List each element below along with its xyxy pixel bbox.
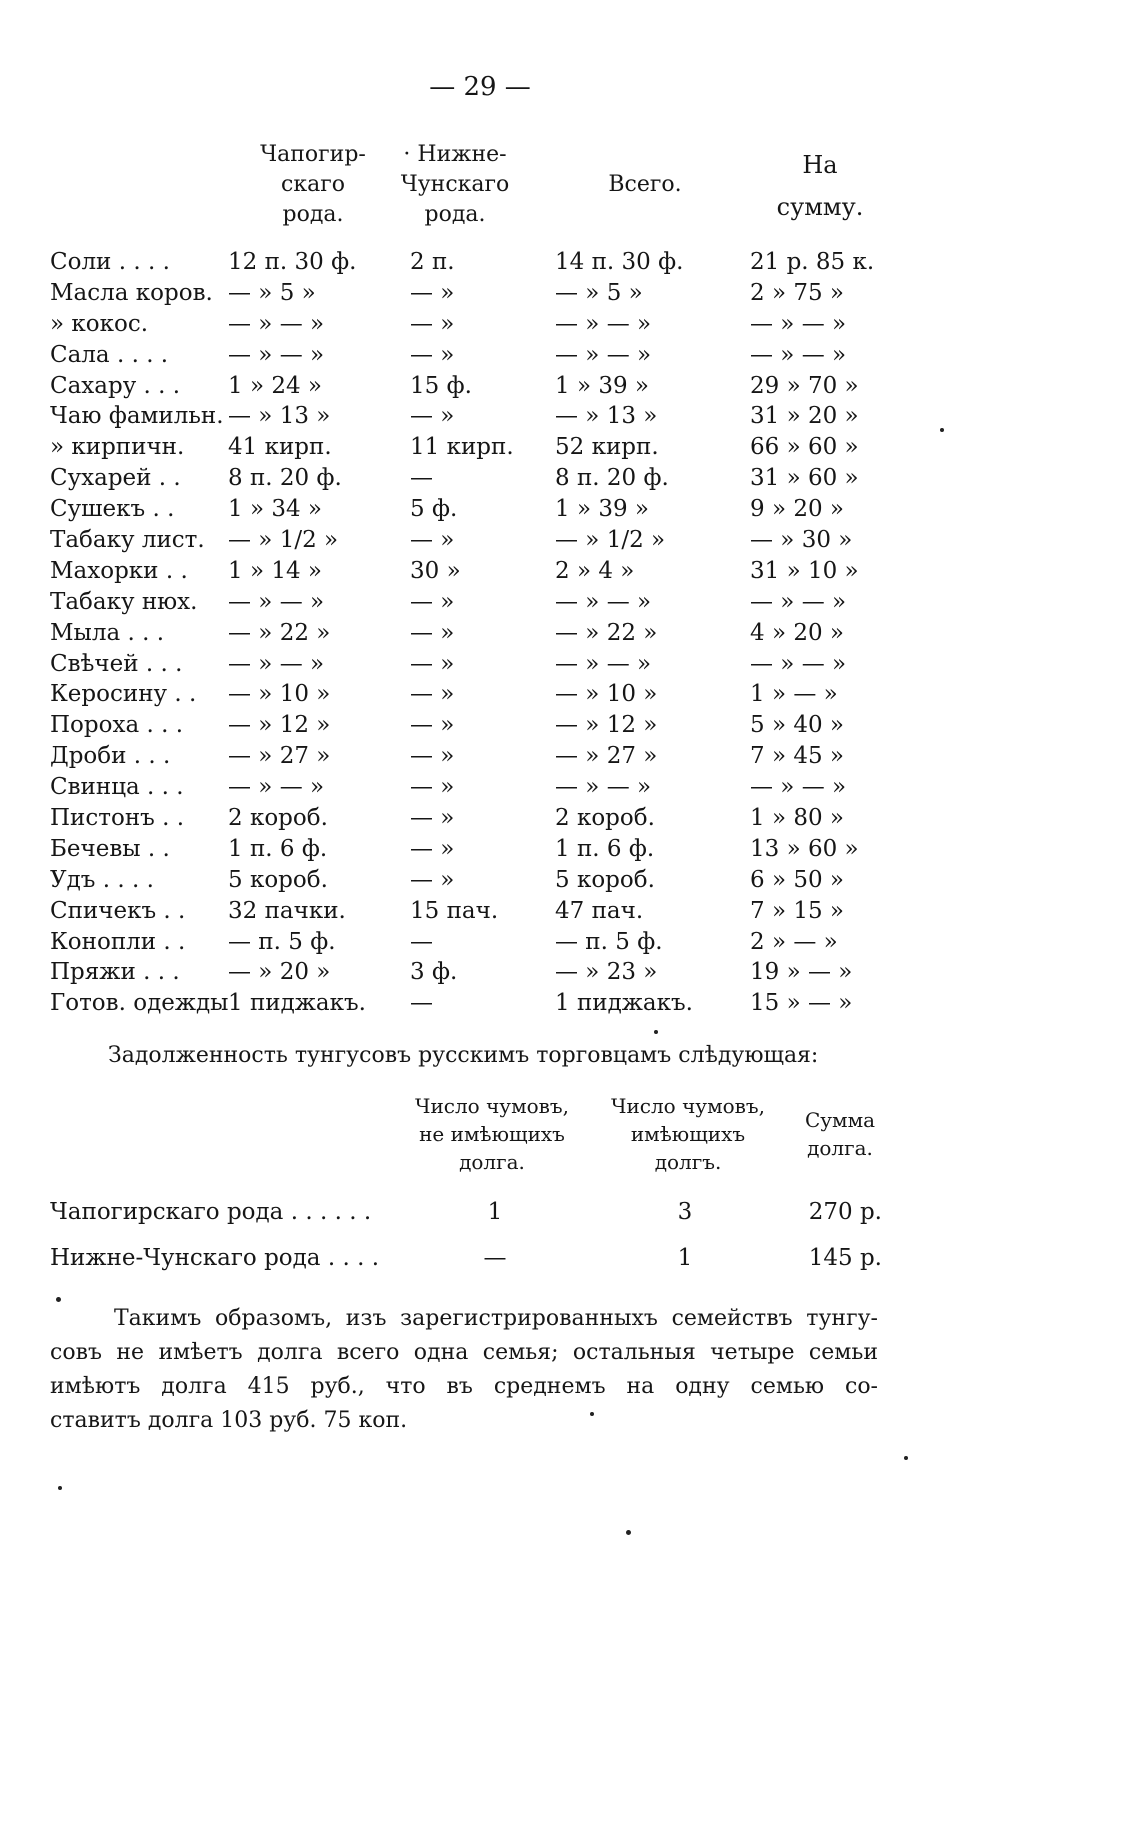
goods-row-nizhne-chunsk: 3 ф. [410,959,458,986]
paragraph-line: ставитъ долга 103 руб. 75 коп. [50,1408,408,1433]
page-number: — 29 — [429,72,531,102]
goods-row [0,309,960,340]
goods-row-name: Пистонъ . . [50,805,185,832]
debt-row-name: Нижне-Чунскаго рода . . . . [50,1245,380,1271]
goods-row-name: Табаку нюх. [50,588,198,615]
goods-row-chapogir: — » 5 » [228,279,316,306]
goods-row-chapogir: — » — » [228,650,325,677]
goods-row [0,371,960,402]
goods-row [0,772,960,803]
goods-row-sum: 4 » 20 » [750,619,844,646]
goods-row [0,247,960,278]
goods-row [0,896,960,927]
goods-row-name: Табаку лист. [50,527,205,554]
goods-row-chapogir: 8 п. 20 ф. [228,465,342,492]
column-header-no-debt: Число чумовъ, не имѣющихъ долга. [414,1094,570,1174]
print-speck [940,428,944,432]
goods-row-chapogir: 12 п. 30 ф. [228,249,357,275]
goods-row-sum: 13 » 60 » [750,835,859,862]
goods-row-nizhne-chunsk: — » [410,835,455,862]
goods-row-sum: 21 р. 85 к. [750,249,875,275]
goods-row-total: — » 13 » [555,403,658,430]
goods-row-chapogir: 1 п. 6 ф. [228,835,328,862]
goods-row-total: — » — » [555,310,652,337]
goods-row-sum: — » — » [750,588,847,615]
goods-row-total: 14 п. 30 ф. [555,249,684,275]
goods-row [0,679,960,710]
goods-row-total: 52 кирп. [555,434,659,461]
debt-row-sum: 270 р. [808,1199,882,1225]
goods-row-sum: 2 » 75 » [750,279,844,306]
goods-row-chapogir: 41 кирп. [228,434,332,461]
goods-row-chapogir: — » — » [228,310,325,337]
goods-row-sum: — » — » [750,774,847,801]
goods-row-nizhne-chunsk: — » [410,341,455,368]
goods-row-name: Чаю фамильн. [50,403,224,430]
print-speck [56,1297,61,1302]
goods-row-chapogir: — » 12 » [228,712,331,739]
goods-row [0,741,960,772]
goods-row-sum: 19 » — » [750,959,853,986]
debt-row-with-debt: 3 [677,1199,693,1225]
goods-row [0,834,960,865]
column-header-chapogir: Чапогир- скаго рода. [260,142,366,227]
goods-row-name: Конопли . . [50,928,186,955]
debt-row [0,1194,960,1230]
goods-row-chapogir: — » 1/2 » [228,527,339,554]
column-header-with-debt: Число чумовъ, имѣющихъ долгъ. [610,1094,766,1174]
goods-row-total: — » 27 » [555,743,658,770]
goods-row-total: 1 п. 6 ф. [555,835,655,862]
goods-row-total: 1 пиджакъ. [555,990,693,1017]
column-header-total: Всего. [608,172,682,197]
goods-table [0,247,960,1019]
goods-row [0,401,960,432]
goods-row-total: 2 короб. [555,805,655,832]
goods-row-nizhne-chunsk: — » [410,743,455,770]
goods-row-nizhne-chunsk: — » [410,650,455,677]
paragraph-line: Такимъ образомъ, изъ зарегистрированныхъ семействъ тунгу- [114,1306,878,1331]
goods-row-sum: 31 » 20 » [750,403,859,430]
goods-row-nizhne-chunsk: — » [410,588,455,615]
goods-row-name: Пороха . . . [50,712,184,739]
goods-row [0,525,960,556]
goods-row-nizhne-chunsk: — [410,465,433,492]
goods-row-nizhne-chunsk: 2 п. [410,249,455,275]
goods-row-name: Сахару . . . [50,372,181,399]
goods-row-name: Дроби . . . [50,743,171,770]
goods-row-total: — » — » [555,588,652,615]
goods-row-name: Бечевы . . [50,835,170,862]
goods-row-chapogir: — » — » [228,341,325,368]
goods-row-total: — » 23 » [555,959,658,986]
paragraph-line: имѣютъ долга 415 руб., что въ среднемъ на одну семью со- [50,1374,878,1399]
goods-row-total: — » 5 » [555,279,643,306]
goods-row [0,803,960,834]
goods-row-name: Сухарей . . [50,465,181,492]
goods-row-nizhne-chunsk: — » [410,403,455,430]
goods-row-sum: 31 » 10 » [750,557,859,584]
goods-row-nizhne-chunsk: — » [410,681,455,708]
goods-row-name: Удъ . . . . [50,866,154,893]
goods-row [0,618,960,649]
goods-row-total: — » 22 » [555,619,658,646]
goods-row-sum: — » 30 » [750,527,853,554]
goods-row-total: — » — » [555,774,652,801]
goods-row-name: Керосину . . [50,681,197,708]
goods-row-name: Пряжи . . . [50,959,180,986]
goods-row-nizhne-chunsk: — » [410,866,455,893]
goods-row-nizhne-chunsk: 30 » [410,557,461,584]
goods-row-name: Махорки . . [50,557,188,584]
goods-row-total: — » 10 » [555,681,658,708]
goods-row-sum: 1 » 80 » [750,805,844,832]
goods-row-nizhne-chunsk: — » [410,527,455,554]
goods-row-nizhne-chunsk: — [410,928,433,955]
goods-row-nizhne-chunsk: — » [410,310,455,337]
debt-row-name: Чапогирскаго рода . . . . . . [50,1199,372,1225]
debt-row-sum: 145 р. [808,1245,882,1271]
goods-row [0,649,960,680]
goods-row [0,278,960,309]
goods-row-name: » кирпичн. [50,434,185,461]
goods-row [0,587,960,618]
paragraph-line: совъ не имѣетъ долга всего одна семья; остальныя четыре семьи [50,1340,878,1365]
goods-row-chapogir: 2 короб. [228,805,328,832]
column-header-nizhne-chunsk: · Нижне- Чунскаго рода. [400,142,510,227]
goods-row-total: — » — » [555,650,652,677]
goods-row-name: Спичекъ . . [50,897,186,924]
goods-row-chapogir: — » 27 » [228,743,331,770]
goods-row-total: 8 п. 20 ф. [555,465,669,492]
conclusion-paragraph [50,1302,878,1438]
goods-row-sum: — » — » [750,341,847,368]
print-speck [654,1030,658,1034]
goods-row-chapogir: — » — » [228,774,325,801]
debt-table-header [0,1092,960,1182]
goods-row-name: Сала . . . . [50,341,169,368]
goods-row-chapogir: 5 короб. [228,866,328,893]
goods-row-total: — » 1/2 » [555,527,666,554]
goods-table-header [0,132,960,232]
goods-row [0,865,960,896]
goods-row [0,988,960,1019]
goods-row-name: Масла коров. [50,279,213,306]
goods-row [0,463,960,494]
debt-row [0,1240,960,1276]
goods-row-nizhne-chunsk: 15 пач. [410,897,499,924]
goods-row [0,710,960,741]
goods-row-total: 1 » 39 » [555,372,649,399]
goods-row-nizhne-chunsk: — » [410,279,455,306]
goods-row-sum: 2 » — » [750,928,838,955]
print-speck [58,1486,62,1490]
goods-row-nizhne-chunsk: — [410,990,433,1017]
goods-row-chapogir: 1 » 24 » [228,372,322,399]
goods-row-sum: 1 » — » [750,681,838,708]
goods-row-total: — п. 5 ф. [555,928,663,955]
goods-row-sum: 5 » 40 » [750,712,844,739]
goods-row-chapogir: 1 » 14 » [228,557,322,584]
goods-row-sum: 7 » 15 » [750,897,844,924]
print-speck [904,1456,908,1460]
goods-row-chapogir: — » 20 » [228,959,331,986]
goods-row-nizhne-chunsk: 15 ф. [410,372,472,399]
goods-row-nizhne-chunsk: — » [410,805,455,832]
goods-row-sum: 29 » 70 » [750,372,859,399]
column-header-sum: На сумму. [776,151,864,221]
goods-row-name: Мыла . . . [50,619,165,646]
goods-row-sum: 15 » — » [750,990,853,1017]
goods-row-nizhne-chunsk: — » [410,712,455,739]
goods-row-nizhne-chunsk: — » [410,774,455,801]
goods-row-chapogir: — » 10 » [228,681,331,708]
goods-row-chapogir: — » 22 » [228,619,331,646]
goods-row-name: Готов. одежды [50,990,229,1017]
goods-row-chapogir: 1 » 34 » [228,496,322,523]
goods-row-name: Соли . . . . [50,249,170,275]
goods-row-total: — » — » [555,341,652,368]
goods-row-nizhne-chunsk: 11 кирп. [410,434,514,461]
goods-row-total: 1 » 39 » [555,496,649,523]
goods-row-name: » кокос. [50,310,149,337]
goods-row-sum: — » — » [750,310,847,337]
goods-row-sum: 66 » 60 » [750,434,859,461]
goods-row [0,556,960,587]
debt-row-no-debt: 1 [487,1199,503,1225]
goods-row-sum: 7 » 45 » [750,743,844,770]
goods-row-chapogir: 1 пиджакъ. [228,990,366,1017]
goods-row [0,927,960,958]
goods-row-name: Свинца . . . [50,774,184,801]
goods-row [0,494,960,525]
goods-row-chapogir: — п. 5 ф. [228,928,336,955]
print-speck [626,1530,631,1535]
goods-row-sum: 6 » 50 » [750,866,844,893]
column-header-debt-sum: Сумма долга. [804,1108,876,1160]
print-speck [590,1412,594,1416]
goods-row-total: 5 короб. [555,866,655,893]
debt-row-with-debt: 1 [677,1245,693,1271]
goods-row-sum: — » — » [750,650,847,677]
goods-row [0,432,960,463]
goods-row-chapogir: — » — » [228,588,325,615]
goods-row-nizhne-chunsk: 5 ф. [410,496,458,523]
debt-intro: Задолженность тунгусовъ русскимъ торговцамъ слѣдующая: [108,1043,819,1068]
debt-row-no-debt: — [483,1245,507,1271]
goods-row-nizhne-chunsk: — » [410,619,455,646]
goods-row-sum: 9 » 20 » [750,496,844,523]
goods-row-sum: 31 » 60 » [750,465,859,492]
goods-row [0,340,960,371]
goods-row-total: 47 пач. [555,897,644,924]
goods-row-chapogir: — » 13 » [228,403,331,430]
goods-row [0,957,960,988]
goods-row-name: Сушекъ . . [50,496,175,523]
goods-row-chapogir: 32 пачки. [228,897,346,924]
goods-row-total: 2 » 4 » [555,557,635,584]
goods-row-name: Свѣчей . . . [50,650,183,677]
goods-row-total: — » 12 » [555,712,658,739]
